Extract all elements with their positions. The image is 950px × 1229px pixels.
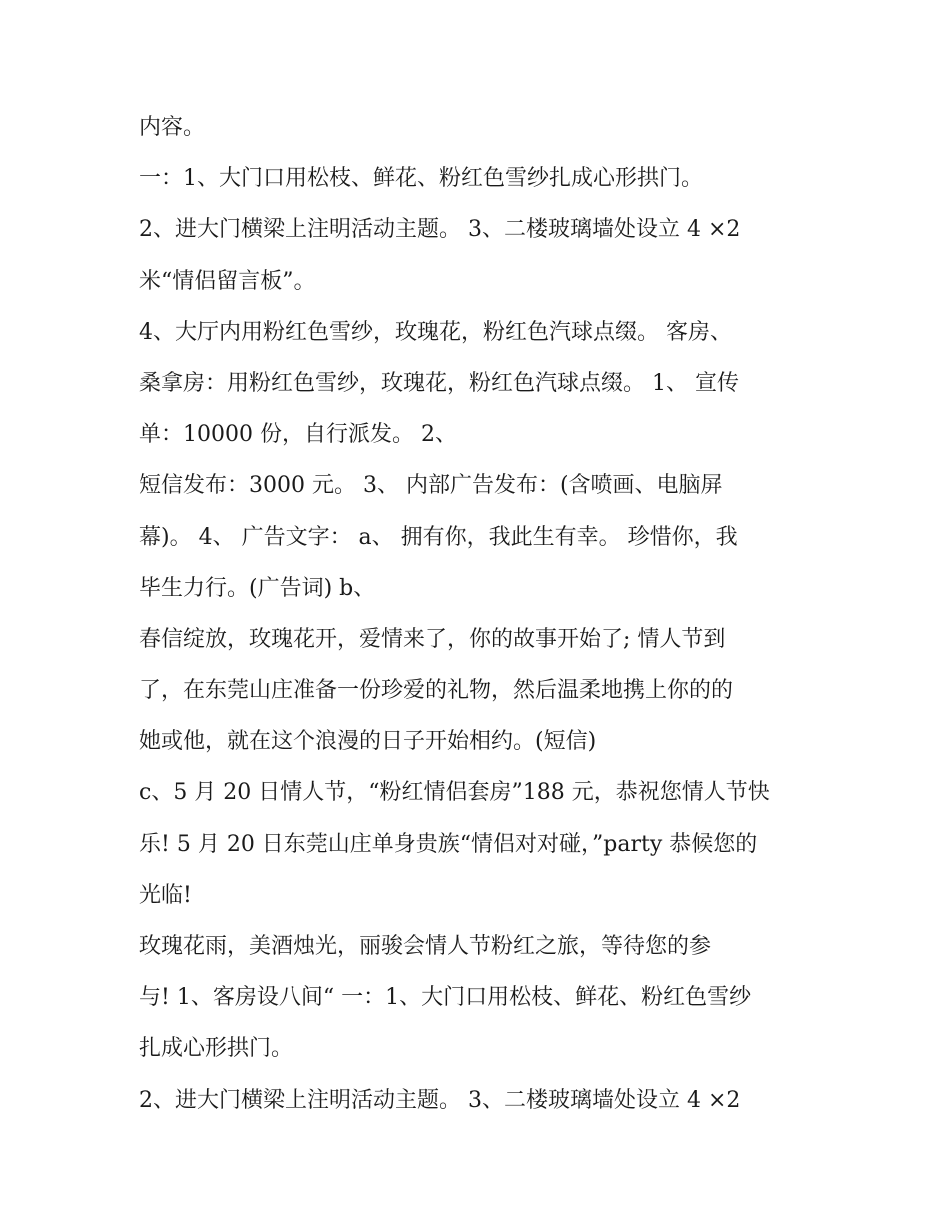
text-line: 内容。	[139, 115, 206, 140]
text-line: 毕生力行。(广告词) b、	[139, 575, 376, 601]
text-line: 乐! 5 月 20 日东莞山庄单身贵族“情侣对对碰，”party 恭候您的	[139, 831, 758, 857]
text-line: 2、进大门横梁上注明活动主题。 3、二楼玻璃墙处设立 4 ×2	[139, 217, 741, 243]
text-line: 米“情侣留言板”。	[139, 268, 316, 294]
text-line: 桑拿房：用粉红色雪纱，玫瑰花，粉红色汽球点缀。 1、 宣传	[139, 370, 739, 396]
text-line: 2、进大门横梁上注明活动主题。 3、二楼玻璃墙处设立 4 ×2	[139, 1087, 741, 1113]
text-line: 玫瑰花雨，美酒烛光，丽骏会情人节粉红之旅，等待您的参	[139, 934, 712, 959]
text-line: 一：1、大门口用松枝、鲜花、粉红色雪纱扎成心形拱门。	[139, 166, 703, 192]
text-line: 扎成心形拱门。	[139, 1036, 294, 1062]
document-page	[139, 102, 819, 1126]
text-line: 与! 1、客房设八间“ 一：1、大门口用松枝、鲜花、粉红色雪纱	[139, 985, 752, 1011]
text-line: 了，在东莞山庄准备一份珍爱的礼物，然后温柔地携上你的的	[139, 678, 734, 704]
text-line: 幕)。 4、 广告文字： a、 拥有你，我此生有幸。 珍惜你，我	[139, 524, 738, 550]
text-line: 短信发布：3000 元。 3、 内部广告发布：(含喷画、电脑屏	[139, 473, 723, 499]
text-line: 春信绽放，玫瑰花开，爱情来了，你的故事开始了; 情人节到	[139, 626, 726, 652]
text-line: 光临!	[139, 882, 192, 908]
text-line: 她或他，就在这个浪漫的日子开始相约。(短信)	[139, 729, 597, 755]
text-line: c、5 月 20 日情人节，“粉红情侣套房”188 元，恭祝您情人节快	[139, 780, 770, 806]
text-line: 单：10000 份，自行派发。 2、	[139, 422, 457, 448]
text-line: 4、大厅内用粉红色雪纱，玫瑰花，粉红色汽球点缀。 客房、	[139, 319, 732, 345]
